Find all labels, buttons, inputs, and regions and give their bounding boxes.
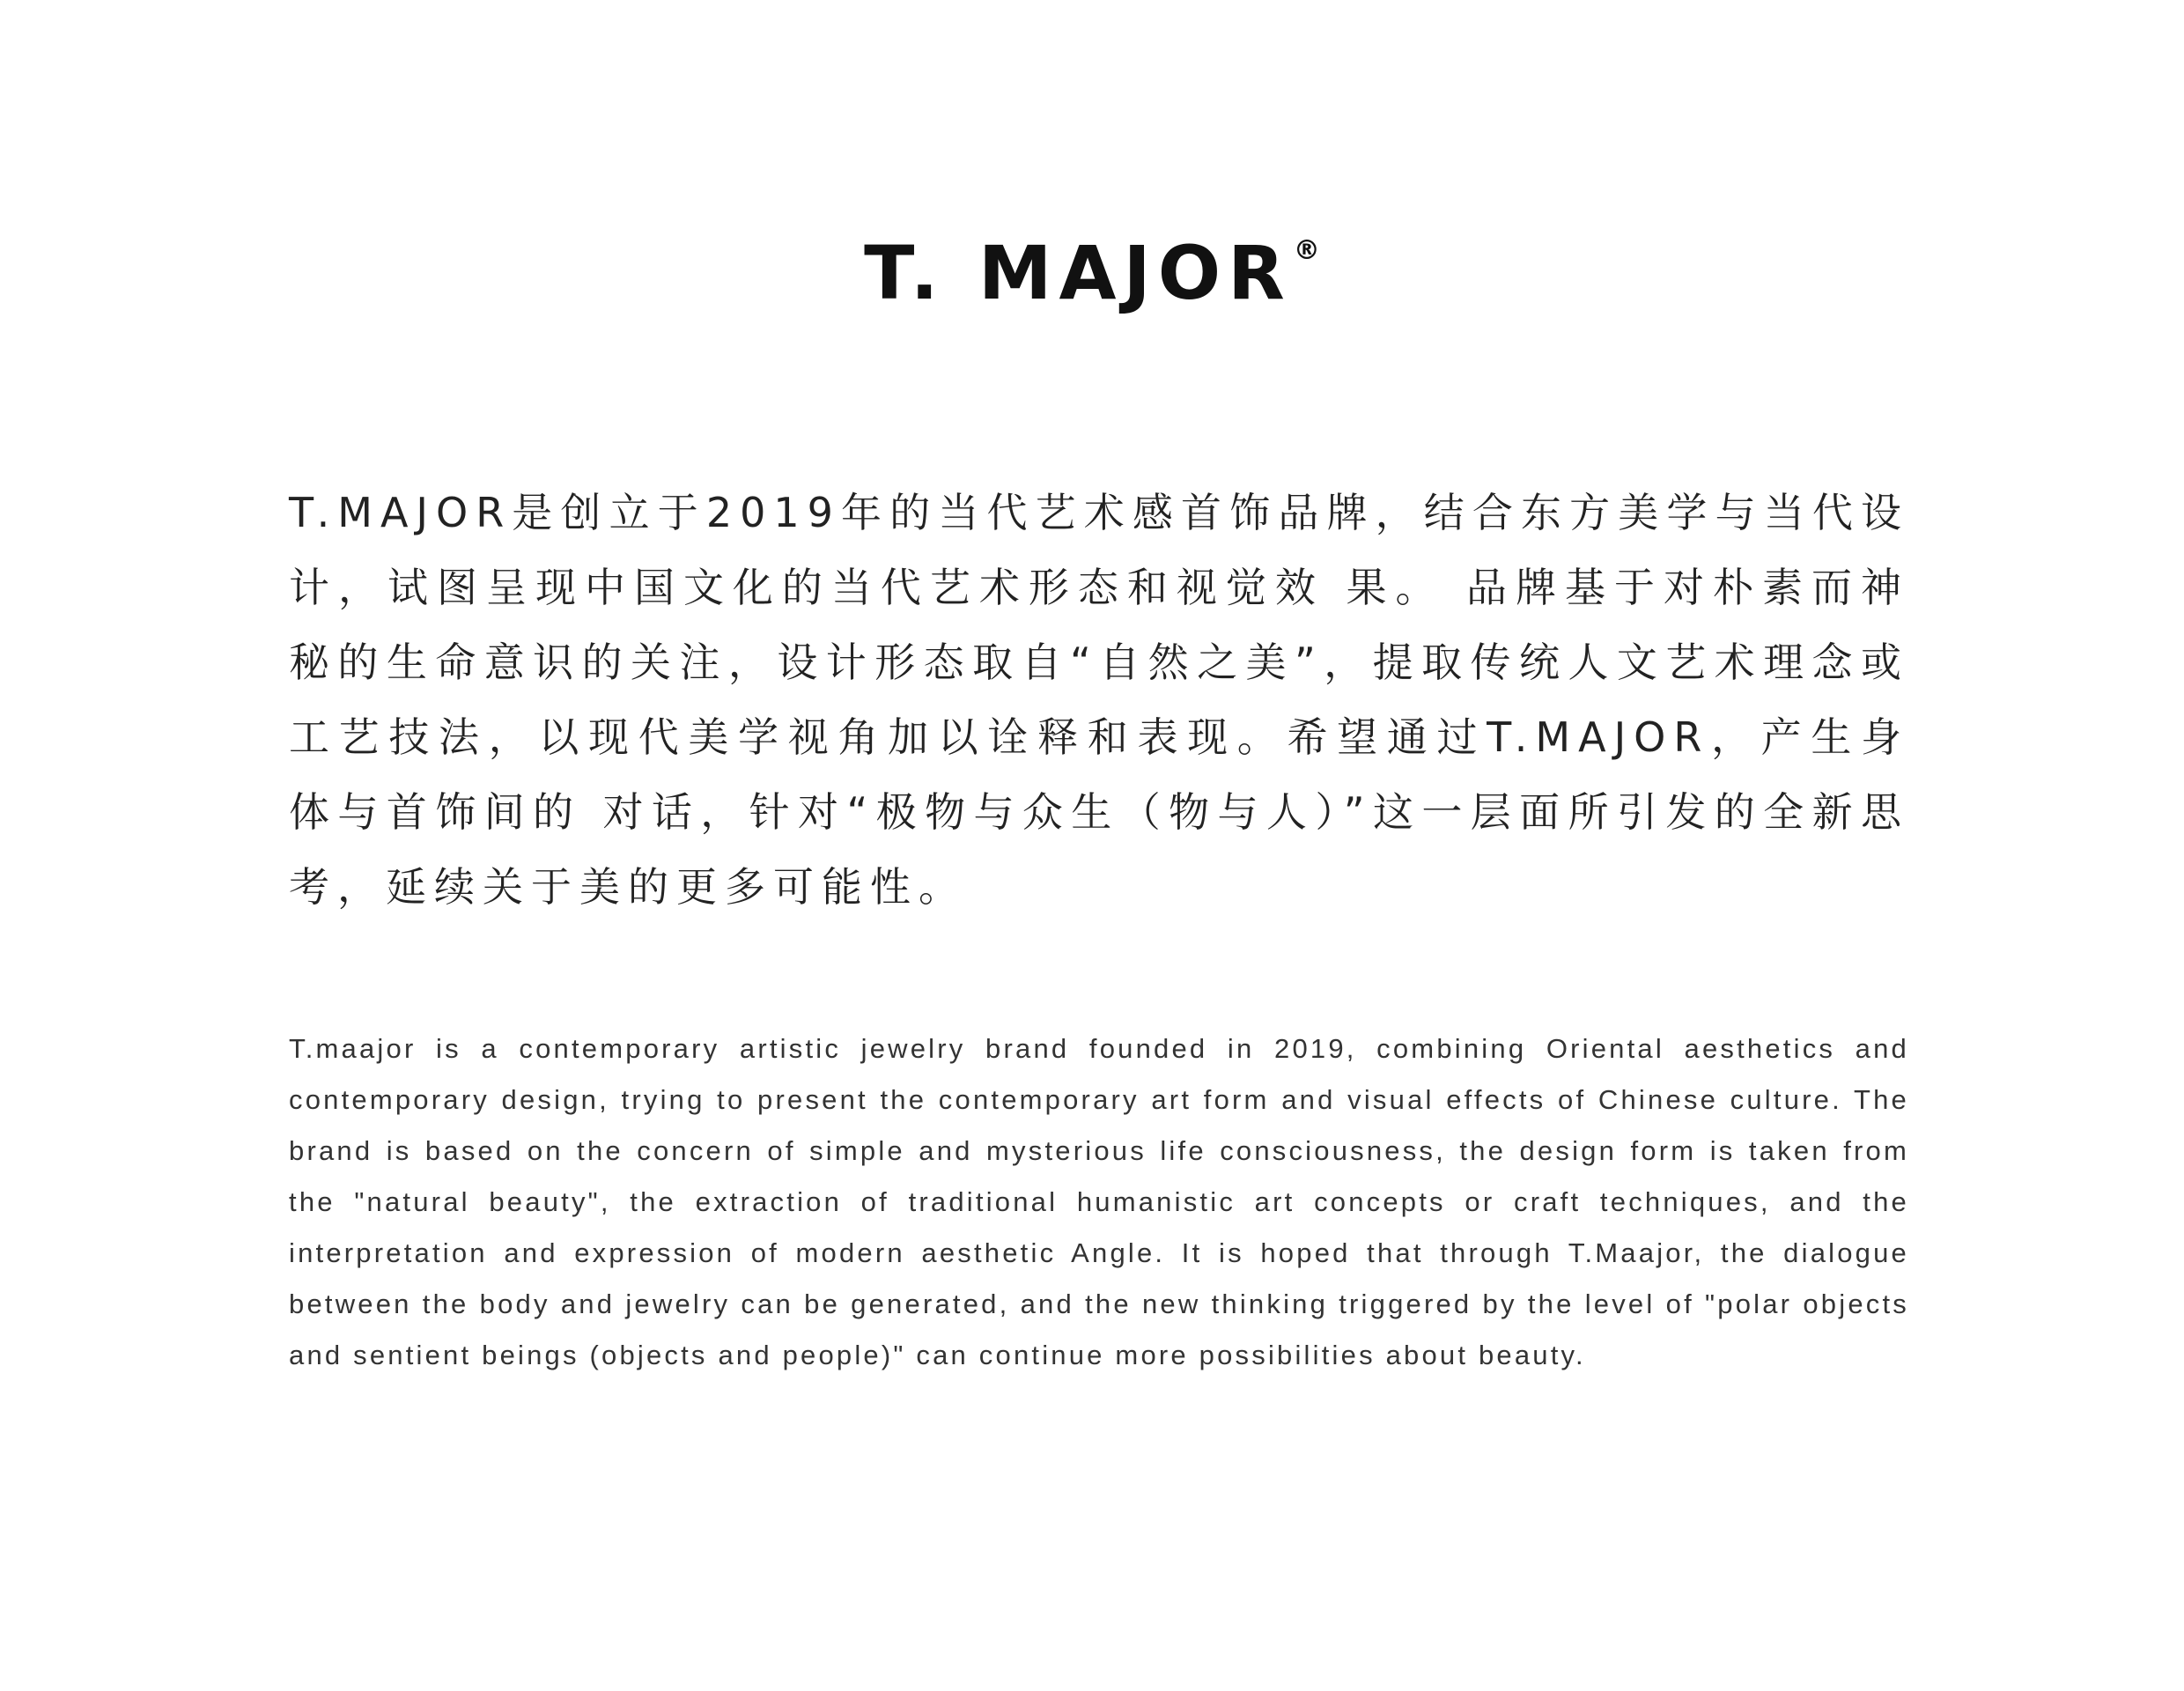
brand-logo-text: T. MAJOR	[864, 230, 1292, 316]
description-english: T.maajor is a contemporary artistic jewelry brand founded in 2019, combining Oriental aesthetics and contemporary design, trying to present the contemporary art form and visual effects of Chinese culture. The brand is based on the concern of simple and mysterious life consciousness, the design form is taken from the "natural beauty", the extraction of traditional humanistic art concepts or craft techniques, and the interpretation and expression of modern aesthetic Angle. It is hoped that through T.Maajor, the dialogue between the body and jewelry can be generated, and the new thinking triggered by the level of "polar objects and sentient beings (objects and people)" can continue more possibilities about beauty.	[289, 1033, 1909, 1370]
registered-mark: ®	[1293, 235, 1320, 266]
description-chinese: T.MAJOR是创立于2019年的当代艺术感首饰品牌，结合东方美学与当代设计，试图呈现中国文化的当代艺术形态和视觉效 果。 品牌基于对朴素而神秘的生命意识的关注，设计形态取自“自然之美”，提取传统人文艺术理念或工艺技法，以现代美学视角加以诠释和表现。希望通过T.MAJOR，产生身体与首饰间的 对话，针对“极物与众生（物与人）”这一层面所引发的全新思 考，延续关于美的更多可能性。	[289, 489, 1909, 911]
brand-logo	[0, 230, 2184, 316]
